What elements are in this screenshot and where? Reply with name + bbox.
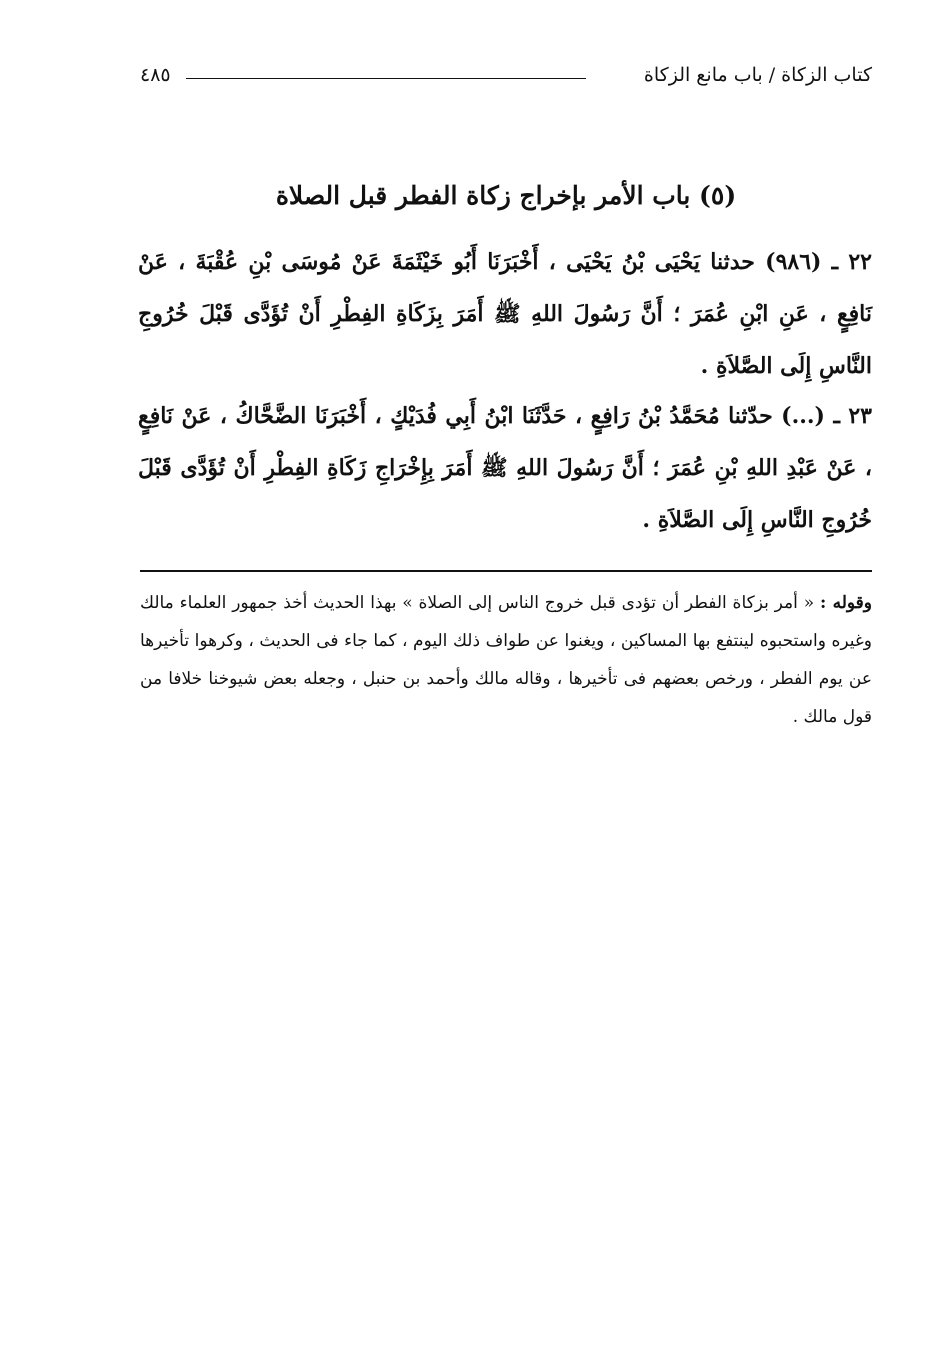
running-header-rule bbox=[186, 78, 586, 79]
hadith-text: حدّثنا مُحَمَّدُ بْنُ رَافِعٍ ، حَدَّثَنَا ابْنُ أَبِي فُدَيْكٍ ، أَخْبَرَنَا الضَّحَّاكُ ، عَنْ نَافِعٍ ، عَنْ عَبْدِ اللهِ بْنِ عُمَرَ ؛ أَنَّ رَسُولَ اللهِ ﷺ أَمَرَ بِإِخْرَاجِ زَكَاةِ الفِطْرِ أَنْ تُؤَدَّى قَبْلَ خُرُوجِ النَّاسِ إِلَى الصَّلاَةِ . bbox=[138, 403, 872, 533]
footnote-lead: وقوله : bbox=[819, 593, 873, 613]
footnote-commentary bbox=[140, 584, 872, 736]
running-header bbox=[140, 58, 872, 94]
hadith-number: ٢٣ ـ (...) bbox=[781, 403, 872, 429]
footnote-text: « أمر بزكاة الفطر أن تؤدى قبل خروج الناس إلى الصلاة » بهذا الحديث أخذ جمهور العلماء مالك وغيره واستحبوه لينتفع بها المساكين ، ويغنوا عن طواف ذلك اليوم ، كما جاء فى الحديث ، وكرهوا تأخيرها عن يوم الفطر ، ورخص بعضهم فى تأخيرها ، وقاله مالك وأحمد بن حنبل ، وجعله بعض شيوخنا خلافا من قول مالك . bbox=[140, 593, 872, 727]
footnote-divider bbox=[140, 570, 872, 572]
hadith-paragraph bbox=[138, 390, 872, 546]
running-header-title: كتاب الزكاة / باب مانع الزكاة bbox=[643, 64, 872, 86]
hadith-text: حدثنا يَحْيَى بْنُ يَحْيَى ، أَخْبَرَنَا أَبُو خَيْثَمَةَ عَنْ مُوسَى بْنِ عُقْبَةَ ، عَنْ نَافِعٍ ، عَنِ ابْنِ عُمَرَ ؛ أَنَّ رَسُولَ اللهِ ﷺ أَمَرَ بِزَكَاةِ الفِطْرِ أَنْ تُؤَدَّى قَبْلَ خُرُوجِ النَّاسِ إِلَى الصَّلاَةِ . bbox=[138, 249, 872, 379]
hadith-paragraph bbox=[138, 236, 872, 392]
chapter-heading: (٥) باب الأمر بإخراج زكاة الفطر قبل الصلاة bbox=[275, 181, 737, 210]
page-number: ٤٨٥ bbox=[140, 64, 171, 86]
hadith-number: ٢٢ ـ (٩٨٦) bbox=[765, 249, 872, 275]
